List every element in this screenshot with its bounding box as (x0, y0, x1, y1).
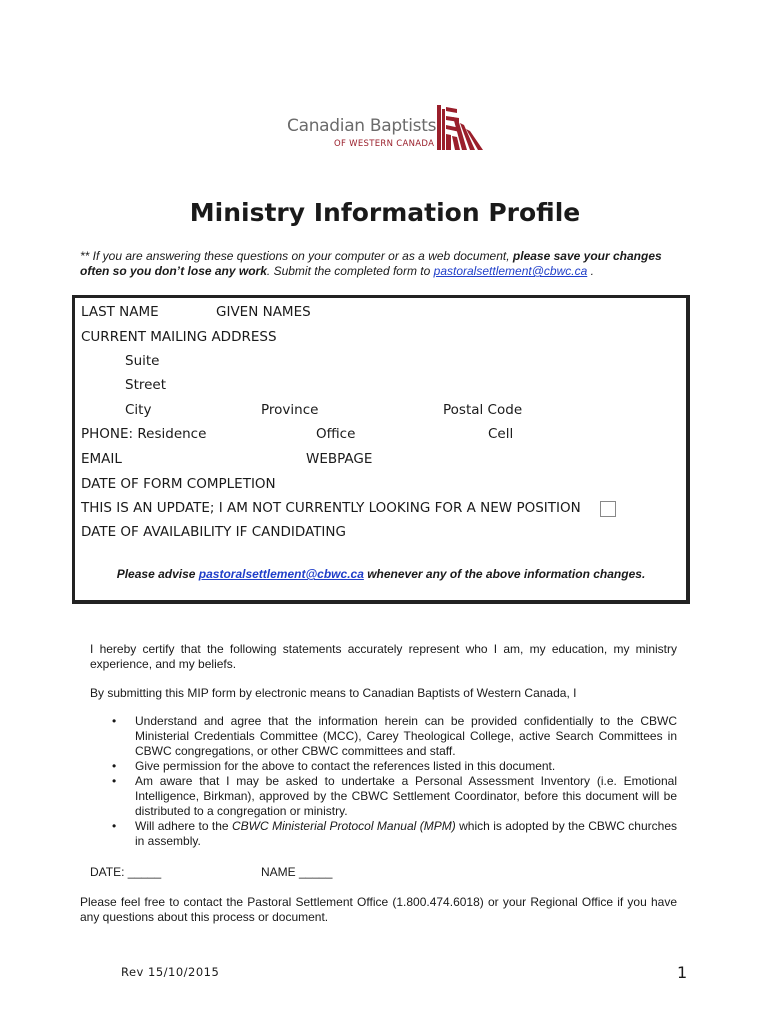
postal-code-label: Postal Code (443, 402, 523, 418)
intro-text-1: ** If you are answering these questions on your computer or as a web document, (80, 249, 513, 263)
intro-text-2: . Submit the completed form to (266, 264, 434, 278)
update-label: THIS IS AN UPDATE; I AM NOT CURRENTLY LOOKING FOR A NEW POSITION (81, 500, 581, 516)
advise-notice (72, 567, 690, 581)
email-label: EMAIL (81, 451, 122, 467)
advise-email-link[interactable]: pastoralsettlement@cbwc.ca (198, 567, 364, 581)
logo-subtitle: OF WESTERN CANADA (334, 139, 435, 149)
suite-label: Suite (125, 353, 160, 369)
list-item: • Understand and agree that the information herein can be provided confidentially to the CBWC Ministerial Credentials Committee (MCC), Carey Theological College, active Search Committees in CBWC congregations, or other CBWC committees and staff. (112, 714, 677, 759)
revision-date: Rev 15/10/2015 (121, 965, 220, 979)
logo-name: Canadian Baptists (287, 116, 437, 136)
date-field-label: DATE: _____ (90, 865, 162, 879)
last-name-label: LAST NAME (81, 304, 159, 320)
cell-label: Cell (488, 426, 514, 442)
certify-paragraph: I hereby certify that the following statements accurately represent who I am, my education, my ministry experience, and my beliefs. (90, 642, 677, 671)
office-label: Office (316, 426, 356, 442)
list-item: • Am aware that I may be asked to undertake a Personal Assessment Inventory (i.e. Emotional Intelligence, Birkman), approved by the CBWC Settlement Coordinator, before this document will be distributed to a congregation or ministry. (112, 774, 677, 819)
contact-paragraph: Please feel free to contact the Pastoral Settlement Office (1.800.474.6018) or your Regional Office if you have any questions about this process or document. (80, 895, 677, 924)
page-number: 1 (677, 963, 688, 982)
consent-list (112, 714, 677, 849)
province-label: Province (261, 402, 319, 418)
phone-residence-label: PHONE: Residence (81, 426, 207, 442)
list-item (112, 819, 677, 849)
intro-text-end: . (587, 264, 594, 278)
intro-instructions (80, 249, 690, 279)
submitting-paragraph: By submitting this MIP form by electronic means to Canadian Baptists of Western Canada, I (90, 686, 577, 700)
intro-bold-warning: please save your changes often so you don’t lose any work (80, 249, 662, 278)
availability-label: DATE OF AVAILABILITY IF CANDIDATING (81, 524, 346, 540)
mpm-suffix: which is adopted by the CBWC churches in assembly. (135, 819, 677, 848)
date-completion-label: DATE OF FORM COMPLETION (81, 476, 276, 492)
list-item: • Give permission for the above to contact the references listed in this document. (112, 759, 677, 774)
advise-suffix: whenever any of the above information changes. (363, 567, 646, 581)
intro-email-link[interactable]: pastoralsettlement@cbwc.ca (433, 264, 588, 278)
cbwc-logo (287, 103, 487, 155)
city-label: City (125, 402, 152, 418)
webpage-label: WEBPAGE (306, 451, 373, 467)
advise-prefix: Please advise (116, 567, 199, 581)
street-label: Street (125, 377, 167, 393)
given-names-label: GIVEN NAMES (216, 304, 311, 320)
logo-mark-icon (433, 103, 485, 151)
page-title: Ministry Information Profile (189, 198, 581, 227)
mailing-address-label: CURRENT MAILING ADDRESS (81, 329, 277, 345)
update-checkbox[interactable] (600, 501, 616, 517)
mpm-title: CBWC Ministerial Protocol Manual (MPM) (232, 819, 456, 833)
name-field-label: NAME _____ (261, 865, 333, 879)
mpm-prefix: Will adhere to the (135, 819, 233, 833)
